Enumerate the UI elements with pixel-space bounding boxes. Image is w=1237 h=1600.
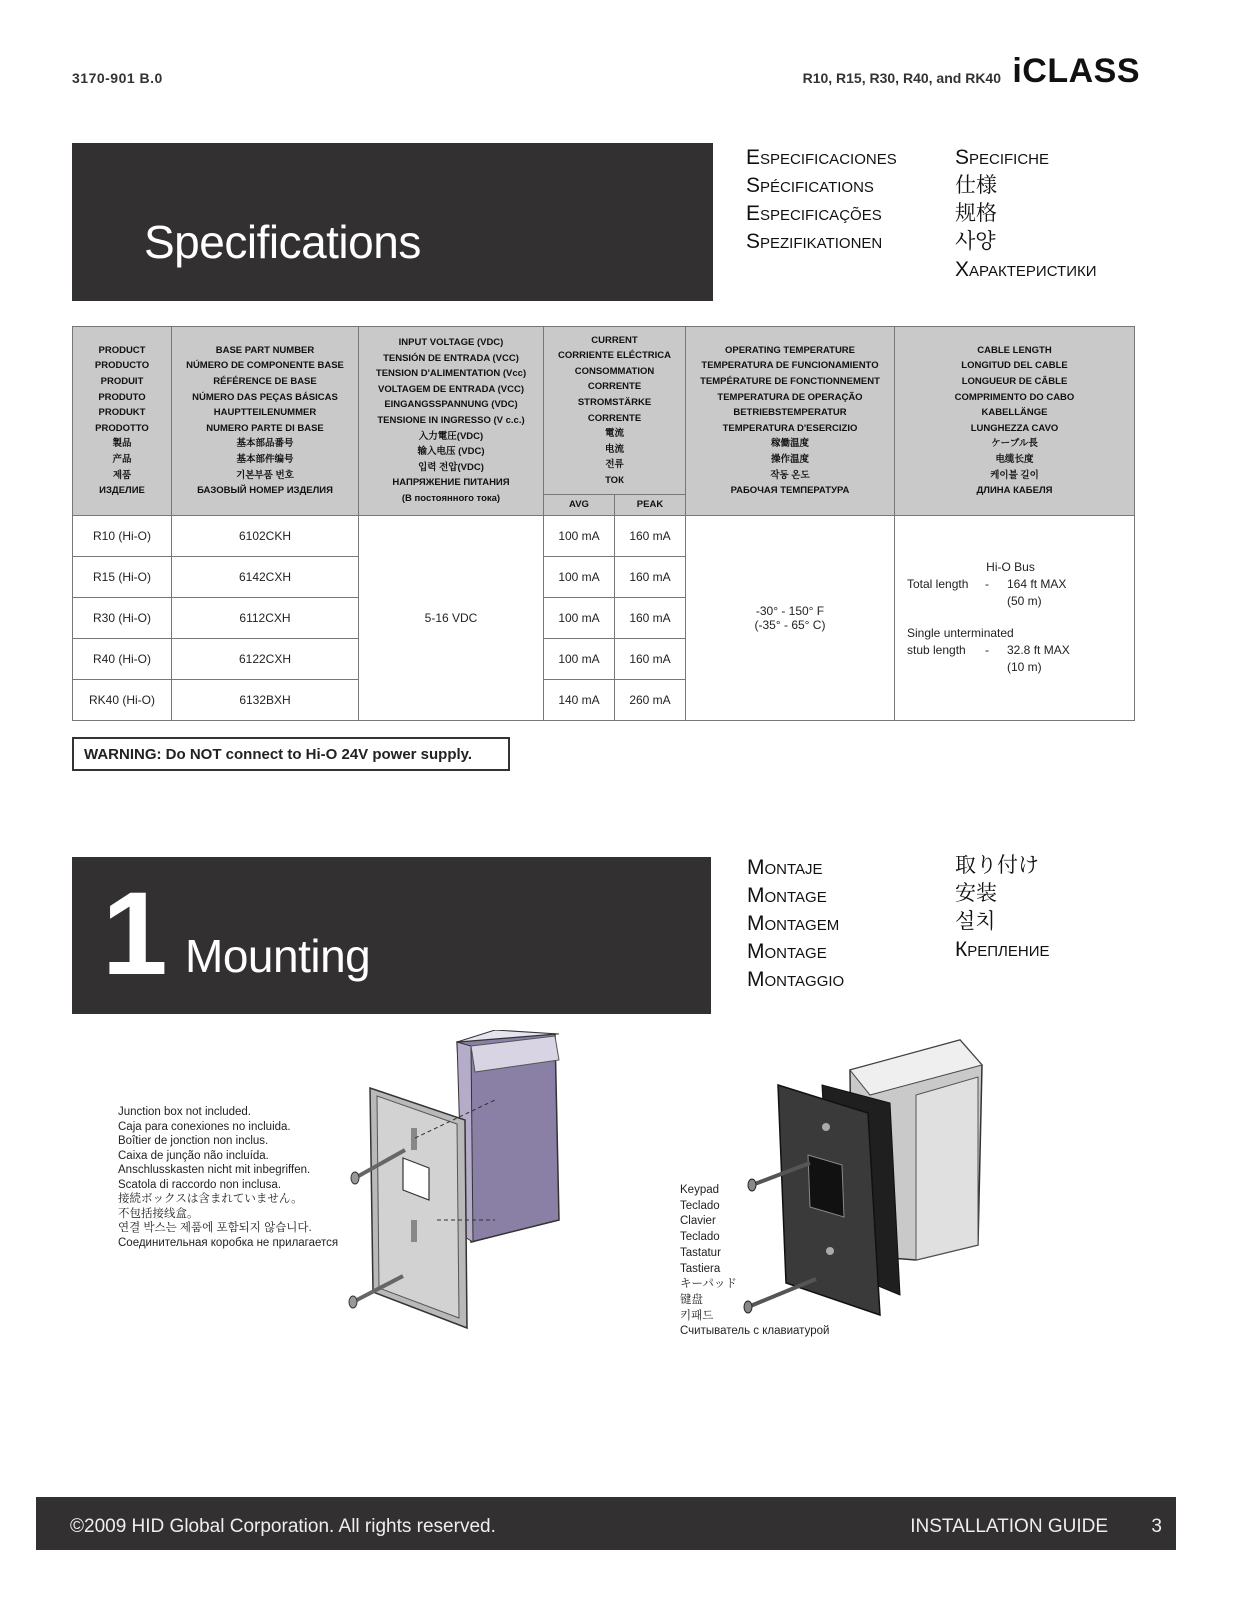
header-lines [77, 343, 167, 499]
header-lines [176, 343, 354, 499]
section-number: 1 [102, 868, 168, 1000]
cable-cell [895, 515, 1135, 720]
header-line: 输入电压 (VDC) [417, 446, 485, 458]
avg-cell: 100 mA [544, 638, 615, 679]
header-cable [895, 327, 1135, 516]
part-cell: 6132BXH [172, 679, 359, 720]
header-line: 稼働温度 [770, 438, 809, 450]
header-line: BETRIEBSTEMPERATUR [733, 407, 847, 419]
header-line: LONGITUD DEL CABLE [961, 360, 1068, 372]
header-line: CORRENTE [587, 412, 642, 424]
peak-cell: 160 mA [615, 597, 686, 638]
cable-bus: Hi-O Bus [986, 560, 1035, 575]
translation: Montage [747, 884, 827, 907]
translation: Характеристики [955, 258, 1097, 281]
brand-logo: iCLASS [1012, 52, 1140, 90]
junction-box-illustration [345, 1030, 565, 1330]
translation: Крепление [955, 938, 1050, 961]
temperature-cell [686, 515, 895, 720]
mounting-translations-col2 [955, 852, 1050, 964]
header-line: VOLTAGEM DE ENTRADA (VCC) [377, 383, 524, 395]
header-line: 제품 [112, 469, 132, 481]
header-line: (В постоянного тока) [401, 492, 501, 504]
header-line: НАПРЯЖЕНИЕ ПИТАНИЯ [392, 477, 510, 489]
wall-plate-shape [370, 1088, 467, 1328]
header-line: TENSION D'ALIMENTATION (Vcc) [375, 368, 527, 380]
header-line: ケーブル長 [991, 438, 1038, 450]
specifications-table [72, 326, 1135, 721]
avg-cell: 140 mA [544, 679, 615, 720]
translation: Spezifikationen [746, 230, 883, 253]
product-cell: R10 (Hi-O) [73, 515, 172, 556]
specifications-translations-col1 [746, 144, 897, 256]
translation: Spécifications [746, 174, 874, 197]
translation: 仕様 [955, 174, 997, 197]
note-line: 接続ボックスは含まれていません。 [118, 1193, 303, 1205]
note-line: Tastatur [680, 1246, 721, 1259]
note-line: Keypad [680, 1184, 720, 1196]
note-line: Scatola di raccordo non inclusa. [118, 1178, 282, 1191]
header-line: OPERATING TEMPERATURE [724, 344, 855, 356]
header-line: 基本部件编号 [236, 453, 294, 465]
header-line: COMPRIMENTO DO CABO [954, 391, 1075, 403]
header-lines [690, 343, 890, 499]
page-number: 3 [1151, 1516, 1162, 1537]
cable-stub-label1: Single unterminated [907, 626, 1014, 641]
junction-box-notes [118, 1105, 338, 1250]
peak-cell: 160 mA [615, 515, 686, 556]
header-line: INPUT VOLTAGE (VDC) [398, 337, 504, 349]
note-line: キーパッド [680, 1278, 737, 1291]
part-cell: 6122CXH [172, 638, 359, 679]
product-cell: R40 (Hi-O) [73, 638, 172, 679]
header-line: 작동 온도 [770, 469, 810, 481]
translation: Specifiche [955, 146, 1050, 169]
header-line: LUNGHEZZA CAVO [970, 422, 1059, 434]
temperature-c: (-35° - 65° C) [754, 617, 826, 632]
header-line: TEMPERATURA D'ESERCIZIO [722, 422, 858, 434]
note-line: Caixa de junção não incluída. [118, 1149, 269, 1162]
cable-total-label: Total length [907, 577, 969, 592]
header-line: CORRENTE [587, 381, 642, 393]
header-line: PRODUTO [98, 391, 146, 403]
header-voltage [359, 327, 544, 516]
header-lines [363, 335, 539, 507]
temperature-f: -30° - 150° F [755, 603, 825, 618]
product-cell: RK40 (Hi-O) [73, 679, 172, 720]
mounting-translations-col1 [747, 854, 844, 994]
cable-dash: - [985, 577, 989, 592]
note-line: 키패드 [680, 1309, 714, 1322]
header-current [544, 327, 686, 495]
document-number: 3170-901 B.0 [72, 70, 163, 86]
header-line: БАЗОВЫЙ НОМЕР ИЗДЕЛИЯ [197, 485, 333, 497]
header-line: CURRENT [591, 334, 638, 346]
specifications-title: Specifications [144, 216, 421, 268]
specifications-banner [72, 143, 713, 301]
header-line: CABLE LENGTH [977, 344, 1052, 356]
note-line: Clavier [680, 1215, 716, 1228]
header-line: 製品 [112, 438, 132, 450]
header-line: 操作温度 [770, 453, 809, 465]
header-line: NÚMERO DAS PEÇAS BÁSICAS [192, 391, 338, 403]
header-line: NÚMERO DE COMPONENTE BASE [186, 360, 344, 372]
part-cell: 6142CXH [172, 556, 359, 597]
translation: Montaggio [747, 968, 845, 991]
header-line: PRODUCTO [94, 360, 150, 372]
warning-box: WARNING: Do NOT connect to Hi-O 24V power supply. [72, 737, 510, 771]
specifications-translations-col2 [955, 144, 1097, 284]
note-line: Caja para conexiones no incluida. [118, 1120, 291, 1133]
product-cell: R30 (Hi-O) [73, 597, 172, 638]
header-line: 产品 [112, 453, 132, 465]
translation: 사양 [955, 230, 996, 253]
back-plate-shape [778, 1085, 880, 1315]
avg-cell: 100 mA [544, 597, 615, 638]
note-line: Считыватель с клавиатурой [680, 1325, 830, 1338]
note-line: 键盘 [680, 1293, 703, 1306]
header-line: PRODOTTO [95, 422, 149, 434]
translation: 规格 [955, 202, 997, 225]
header-line: TEMPERATURA DE OPERAÇÃO [717, 391, 863, 403]
model-list: R10, R15, R30, R40, and RK40 [802, 70, 1001, 86]
note-line: Соединительная коробка не прилагается [118, 1236, 339, 1249]
header-line: EINGANGSSPANNUNG (VDC) [384, 399, 518, 411]
note-line: 不包括接线盒。 [118, 1207, 199, 1220]
header-base-part [172, 327, 359, 516]
header-line: PRODUKT [98, 407, 146, 419]
header-line: 기본부품 번호 [236, 469, 294, 481]
translation: Montaje [747, 856, 823, 879]
cable-stub-metric: (10 m) [1007, 660, 1042, 675]
avg-cell: 100 mA [544, 515, 615, 556]
header-avg: AVG [544, 495, 615, 516]
copyright: ©2009 HID Global Corporation. All rights reserved. [70, 1516, 496, 1537]
header-line: ДЛИНА КАБЕЛЯ [976, 485, 1053, 497]
header-line: TEMPÉRATURE DE FONCTIONNEMENT [700, 376, 880, 388]
header-temperature [686, 327, 895, 516]
voltage-cell: 5-16 VDC [359, 515, 544, 720]
header-line: TEMPERATURA DE FUNCIONAMIENTO [701, 360, 879, 372]
footer-bar [36, 1497, 1176, 1550]
header-line: 电缆长度 [995, 453, 1034, 465]
table-row [73, 515, 1135, 556]
header-line: ИЗДЕЛИЕ [99, 485, 145, 497]
header-line: 電流 [604, 428, 624, 440]
guide-label: INSTALLATION GUIDE [910, 1516, 1108, 1537]
header-lines [548, 333, 681, 489]
header-line: TENSIONE IN INGRESSO (V c.c.) [377, 415, 525, 426]
peak-cell: 160 mA [615, 638, 686, 679]
junction-box-shape [457, 1030, 559, 1242]
header-line: 전류 [605, 459, 624, 471]
header-line: NUMERO PARTE DI BASE [206, 422, 324, 434]
cable-dash: - [985, 643, 989, 658]
header-line: PRODUIT [100, 376, 144, 388]
note-line: Tastiera [680, 1262, 721, 1275]
translation: Montagem [747, 912, 840, 935]
header-line: 基本部品番号 [236, 438, 294, 450]
avg-cell: 100 mA [544, 556, 615, 597]
note-line: Boîtier de jonction non inclus. [118, 1135, 269, 1147]
note-line: Junction box not included. [118, 1106, 251, 1118]
note-line: Teclado [680, 1231, 720, 1244]
product-cell: R15 (Hi-O) [73, 556, 172, 597]
cable-total-value: 164 ft MAX [1007, 577, 1067, 592]
header-line: LONGUEUR DE CÂBLE [961, 376, 1068, 388]
header-line: ТОК [605, 474, 624, 486]
cable-stub-value: 32.8 ft MAX [1007, 643, 1070, 658]
header-line: 电流 [604, 443, 624, 455]
header-line: CORRIENTE ELÉCTRICA [558, 350, 671, 362]
note-line: 연결 박스는 제품에 포함되지 않습니다. [118, 1222, 312, 1234]
translation: Especificações [746, 202, 882, 225]
translation: Montage [747, 940, 827, 963]
header-line: PRODUCT [98, 344, 146, 356]
header-line: РАБОЧАЯ ТЕМПЕРАТУРА [730, 485, 850, 497]
peak-cell: 160 mA [615, 556, 686, 597]
header-line: TENSIÓN DE ENTRADA (VCC) [383, 352, 519, 364]
part-cell: 6112CXH [172, 597, 359, 638]
header-line: HAUPTTEILENUMMER [213, 407, 317, 419]
header-line: RÉFÉRENCE DE BASE [213, 376, 317, 388]
note-line: Teclado [680, 1199, 720, 1212]
cable-stub-label2: stub length [907, 643, 966, 658]
translation: 설치 [955, 910, 996, 933]
header-line: 入力電圧(VDC) [418, 430, 484, 442]
keypad-mount-illustration [740, 1035, 1000, 1325]
header-line: BASE PART NUMBER [215, 344, 315, 356]
part-cell: 6102CKH [172, 515, 359, 556]
header-line: 입력 전압(VDC) [418, 461, 484, 473]
note-line: Anschlusskasten nicht mit inbegriffen. [118, 1164, 311, 1176]
header-lines [899, 343, 1130, 499]
mounting-title: Mounting [185, 930, 371, 982]
translation: 安装 [955, 882, 997, 905]
peak-cell: 260 mA [615, 679, 686, 720]
header-line: 케이블 길이 [990, 469, 1039, 481]
translation: 取り付け [955, 854, 1039, 877]
header-product [73, 327, 172, 516]
mounting-banner [72, 857, 711, 1014]
translation: Especificaciones [746, 146, 897, 169]
header-line: CONSOMMATION [574, 365, 655, 377]
header-line: KABELLÄNGE [981, 407, 1048, 419]
header-line: STROMSTÄRKE [577, 396, 652, 408]
header-peak: PEAK [615, 495, 686, 516]
cable-total-metric: (50 m) [1007, 594, 1042, 609]
